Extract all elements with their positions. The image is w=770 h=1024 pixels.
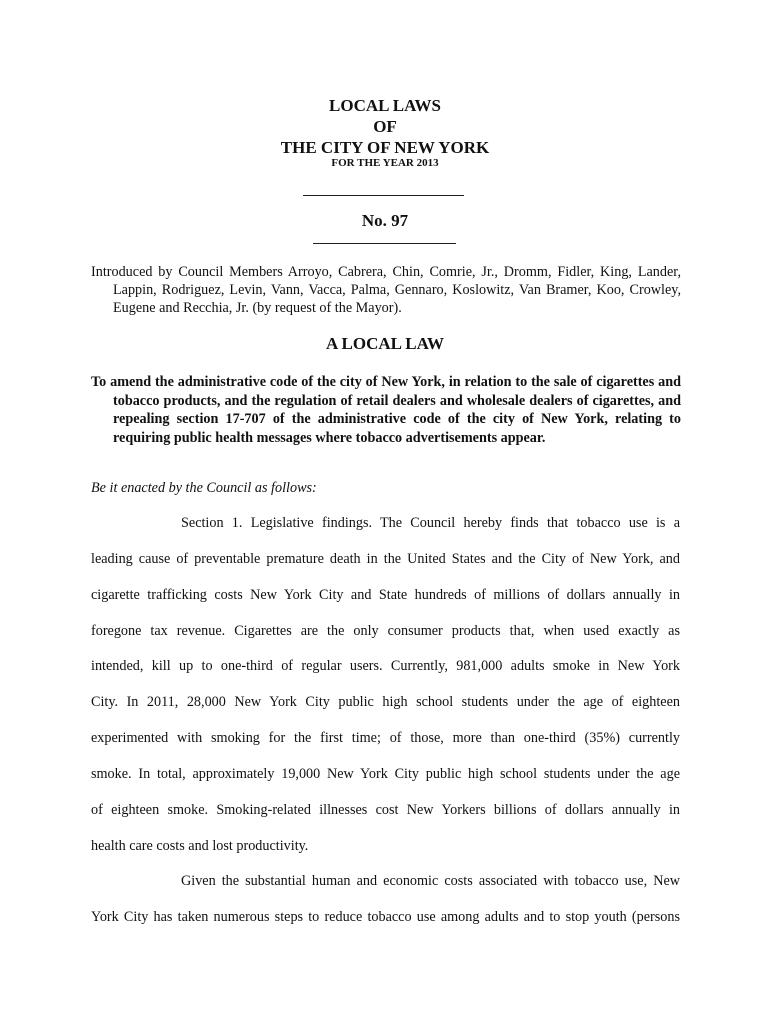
enacting-clause: Be it enacted by the Council as follows:	[91, 480, 317, 496]
body-line: City. In 2011, 28,000 New York City public high school students under the age of eighteen	[91, 694, 680, 710]
body-line: experimented with smoking for the first time; of those, more than one-third (35%) currently	[91, 730, 680, 746]
number-divider	[313, 243, 456, 244]
body-line: York City has taken numerous steps to reduce tobacco use among adults and to stop youth (persons	[91, 909, 680, 925]
body-line: leading cause of preventable premature death in the United States and the City of New York, and	[91, 551, 680, 567]
title-line-2: OF	[373, 117, 397, 136]
title-line-1: LOCAL LAWS	[329, 96, 441, 115]
law-number: No. 97	[361, 211, 409, 230]
body-line: health care costs and lost productivity.	[91, 838, 309, 854]
law-heading: A LOCAL LAW	[325, 334, 445, 353]
title-line-3: THE CITY OF NEW YORK	[280, 138, 490, 157]
title-divider	[303, 195, 464, 196]
body-line: of eighteen smoke. Smoking-related illnesses cost New Yorkers billions of dollars annually in	[91, 802, 680, 818]
law-purpose: To amend the administrative code of the city of New York, in relation to the sale of cigarettes and tobacco products, and the regulation of retail dealers and wholesale dealers of cigarettes, and repealing section 17-707 of the administrative code of the city of New York, relating to requiring public health messages where tobacco advertisements appear.	[91, 374, 681, 446]
body-line: smoke. In total, approximately 19,000 New York City public high school students under the age	[91, 766, 680, 782]
body-line: intended, kill up to one-third of regular users. Currently, 981,000 adults smoke in New York	[91, 658, 680, 674]
body-line: foregone tax revenue. Cigarettes are the only consumer products that, when used exactly as	[91, 623, 680, 639]
sponsors-paragraph: Introduced by Council Members Arroyo, Cabrera, Chin, Comrie, Jr., Dromm, Fidler, King, Lander, Lappin, Rodriguez, Levin, Vann, Vacca, Palma, Gennaro, Koslowitz, Van Bramer, Koo, Crowley, Eugene and Recchia, Jr. (by request of the Mayor).	[91, 264, 681, 316]
year-line: FOR THE YEAR 2013	[331, 157, 439, 169]
body-line: cigarette trafficking costs New York City and State hundreds of millions of dollars annually in	[91, 587, 680, 603]
body-line: Section 1. Legislative findings. The Council hereby finds that tobacco use is a	[181, 515, 680, 531]
body-line: Given the substantial human and economic costs associated with tobacco use, New	[181, 873, 680, 889]
